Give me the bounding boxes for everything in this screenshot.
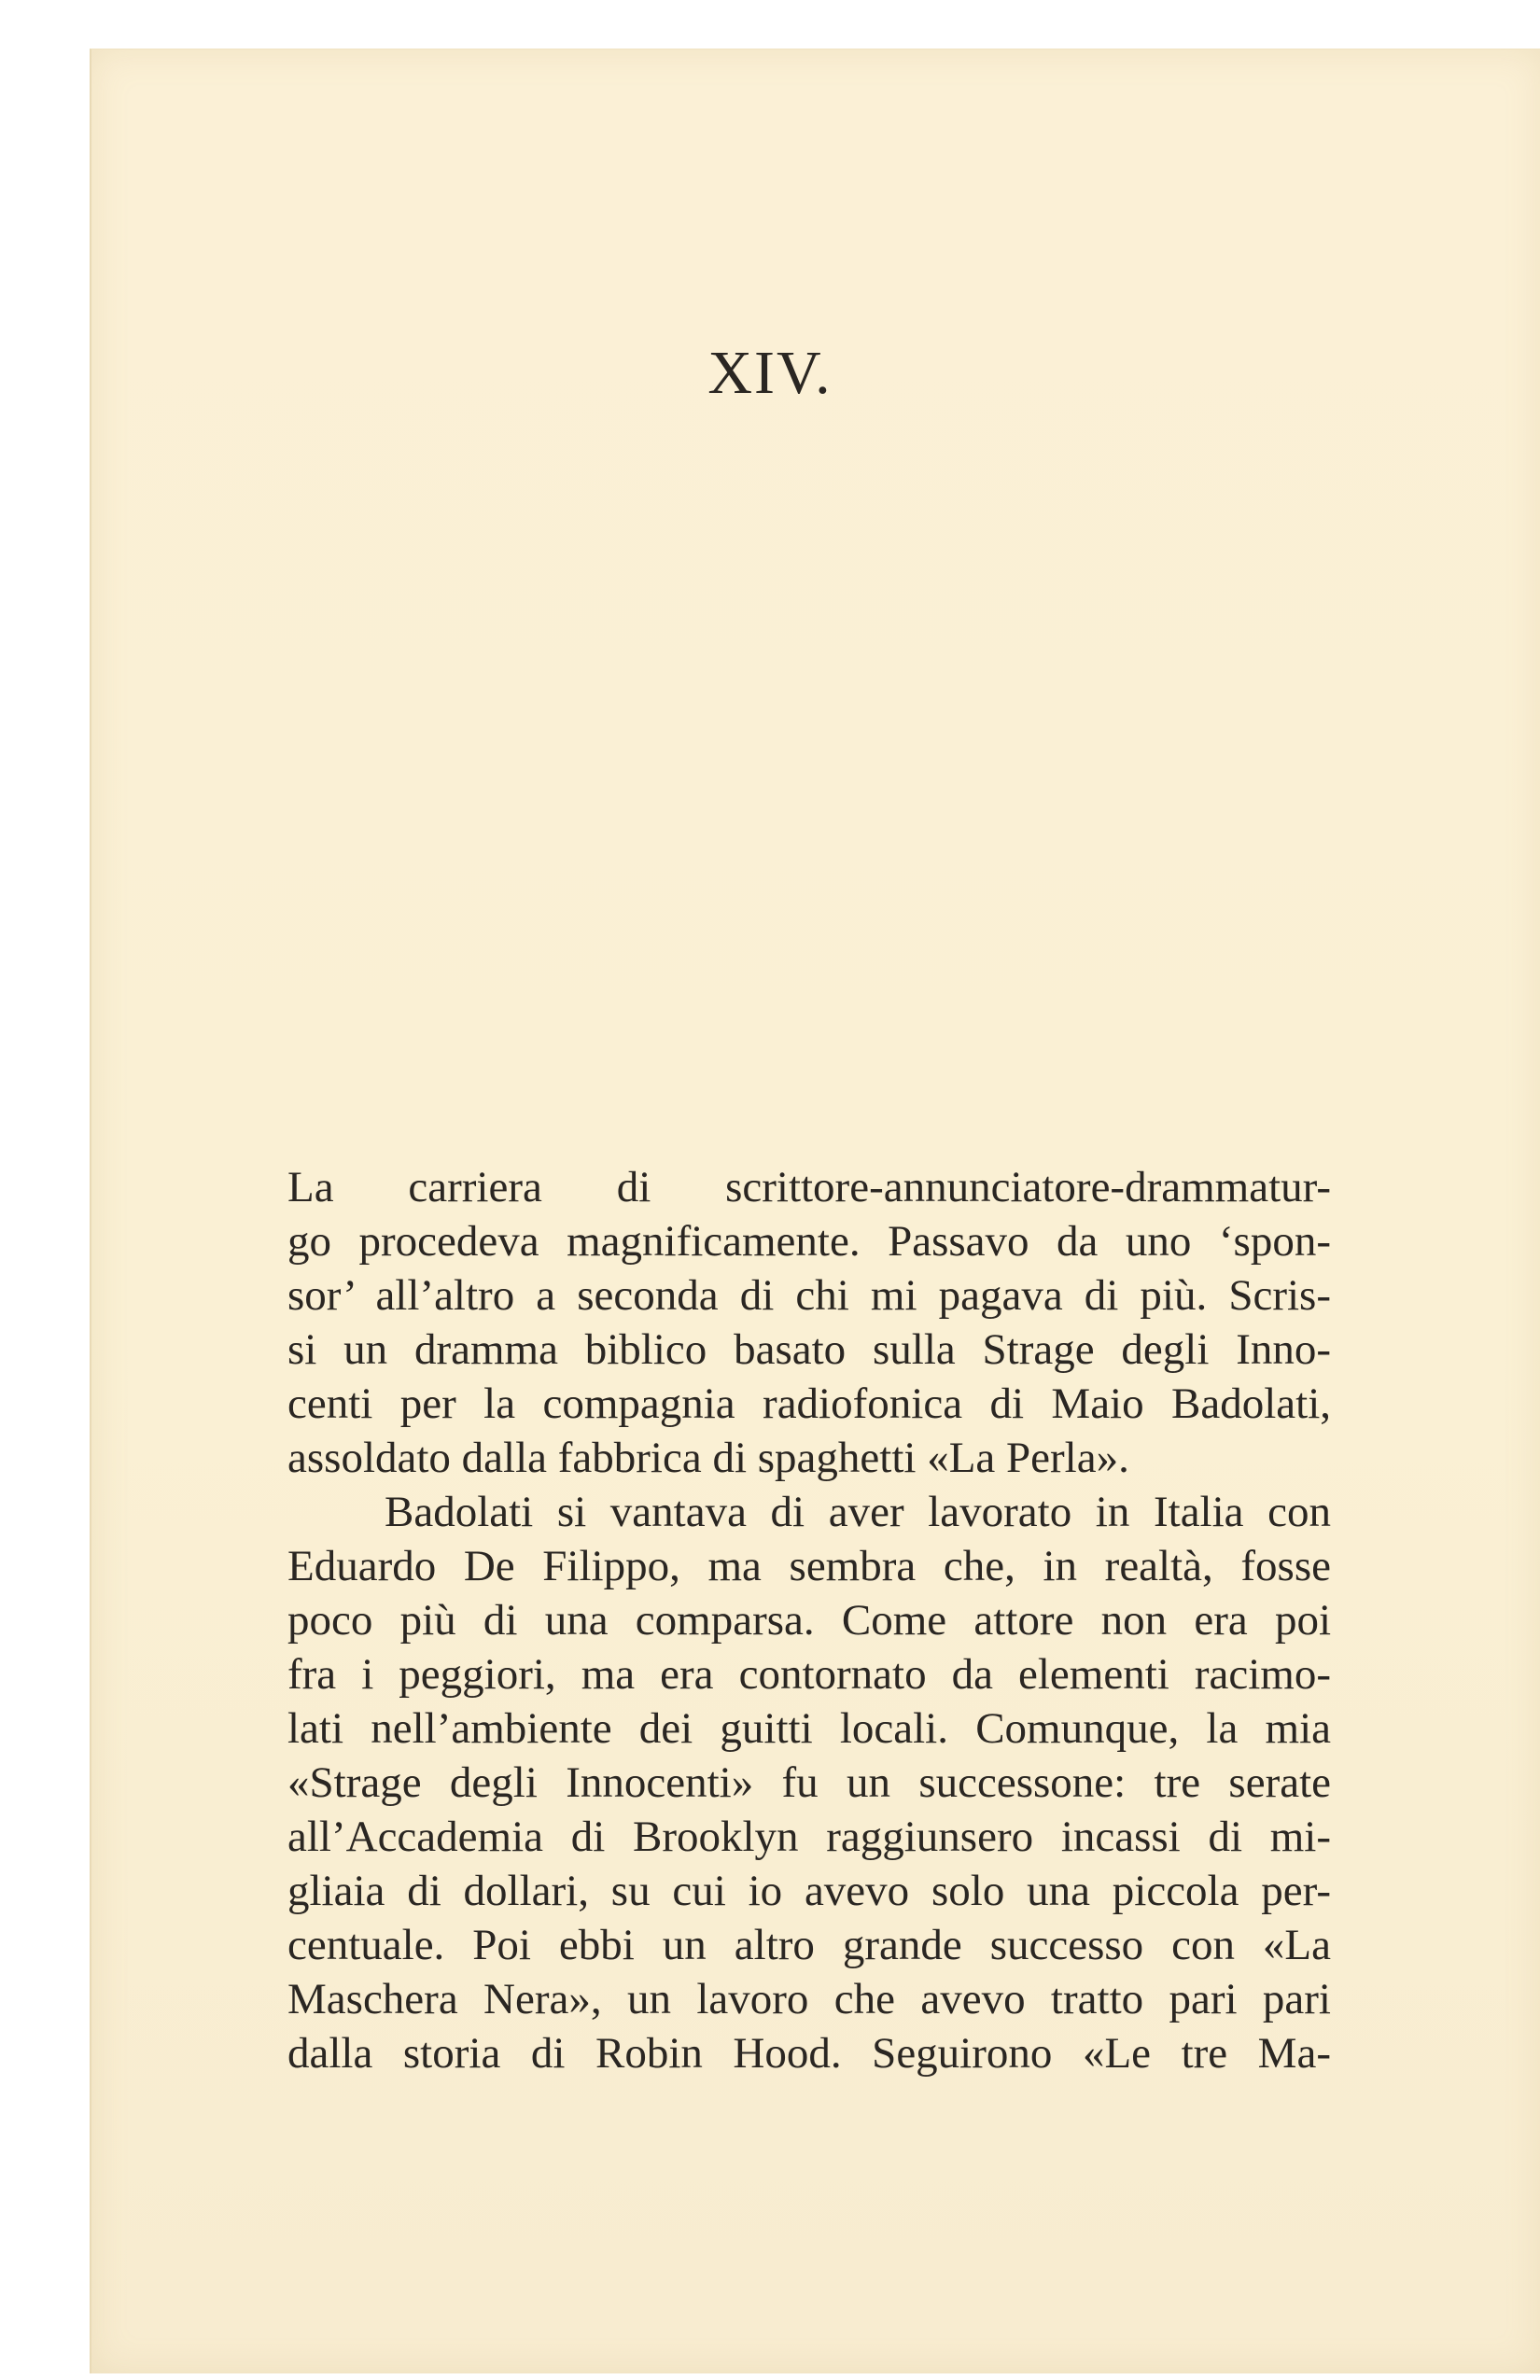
text-line: centuale. Poi ebbi un altro grande successo con «La bbox=[287, 1921, 1331, 1969]
paragraph-2 bbox=[287, 1485, 1331, 2080]
text-line: dalla storia di Robin Hood. Seguirono «Le tre Ma- bbox=[287, 2029, 1331, 2078]
text-line: fra i peggiori, ma era contornato da elementi racimo- bbox=[287, 1650, 1331, 1699]
text-line: centi per la compagnia radiofonica di Maio Badolati, bbox=[287, 1379, 1331, 1428]
text-line: gliaia di dollari, su cui io avevo solo una piccola per- bbox=[287, 1867, 1331, 1915]
text-line: sor’ all’altro a seconda di chi mi pagava di più. Scris- bbox=[287, 1271, 1331, 1320]
text-line: Maschera Nera», un lavoro che avevo tratto pari pari bbox=[287, 1975, 1331, 2023]
text-line: Eduardo De Filippo, ma sembra che, in realtà, fosse bbox=[287, 1542, 1331, 1590]
chapter-body bbox=[287, 1160, 1331, 2080]
text-line: all’Accademia di Brooklyn raggiunsero incassi di mi- bbox=[287, 1813, 1331, 1861]
text-line: La carriera di scrittore-annunciatore-drammatur- bbox=[287, 1163, 1331, 1211]
paragraph-1 bbox=[287, 1160, 1331, 1485]
text-line: assoldato dalla fabbrica di spaghetti «La Perla». bbox=[287, 1434, 1129, 1482]
chapter-heading: XIV. bbox=[707, 339, 833, 407]
text-line: go procedeva magnificamente. Passavo da uno ‘spon- bbox=[287, 1217, 1331, 1266]
text-line: Badolati si vantava di aver lavorato in Italia con bbox=[385, 1488, 1331, 1536]
text-line: lati nell’ambiente dei guitti locali. Comunque, la mia bbox=[287, 1704, 1331, 1753]
text-line: poco più di una comparsa. Come attore non era poi bbox=[287, 1596, 1331, 1645]
text-line: si un dramma biblico basato sulla Strage degli Inno- bbox=[287, 1325, 1331, 1374]
text-line: «Strage degli Innocenti» fu un successone: tre serate bbox=[287, 1758, 1331, 1807]
